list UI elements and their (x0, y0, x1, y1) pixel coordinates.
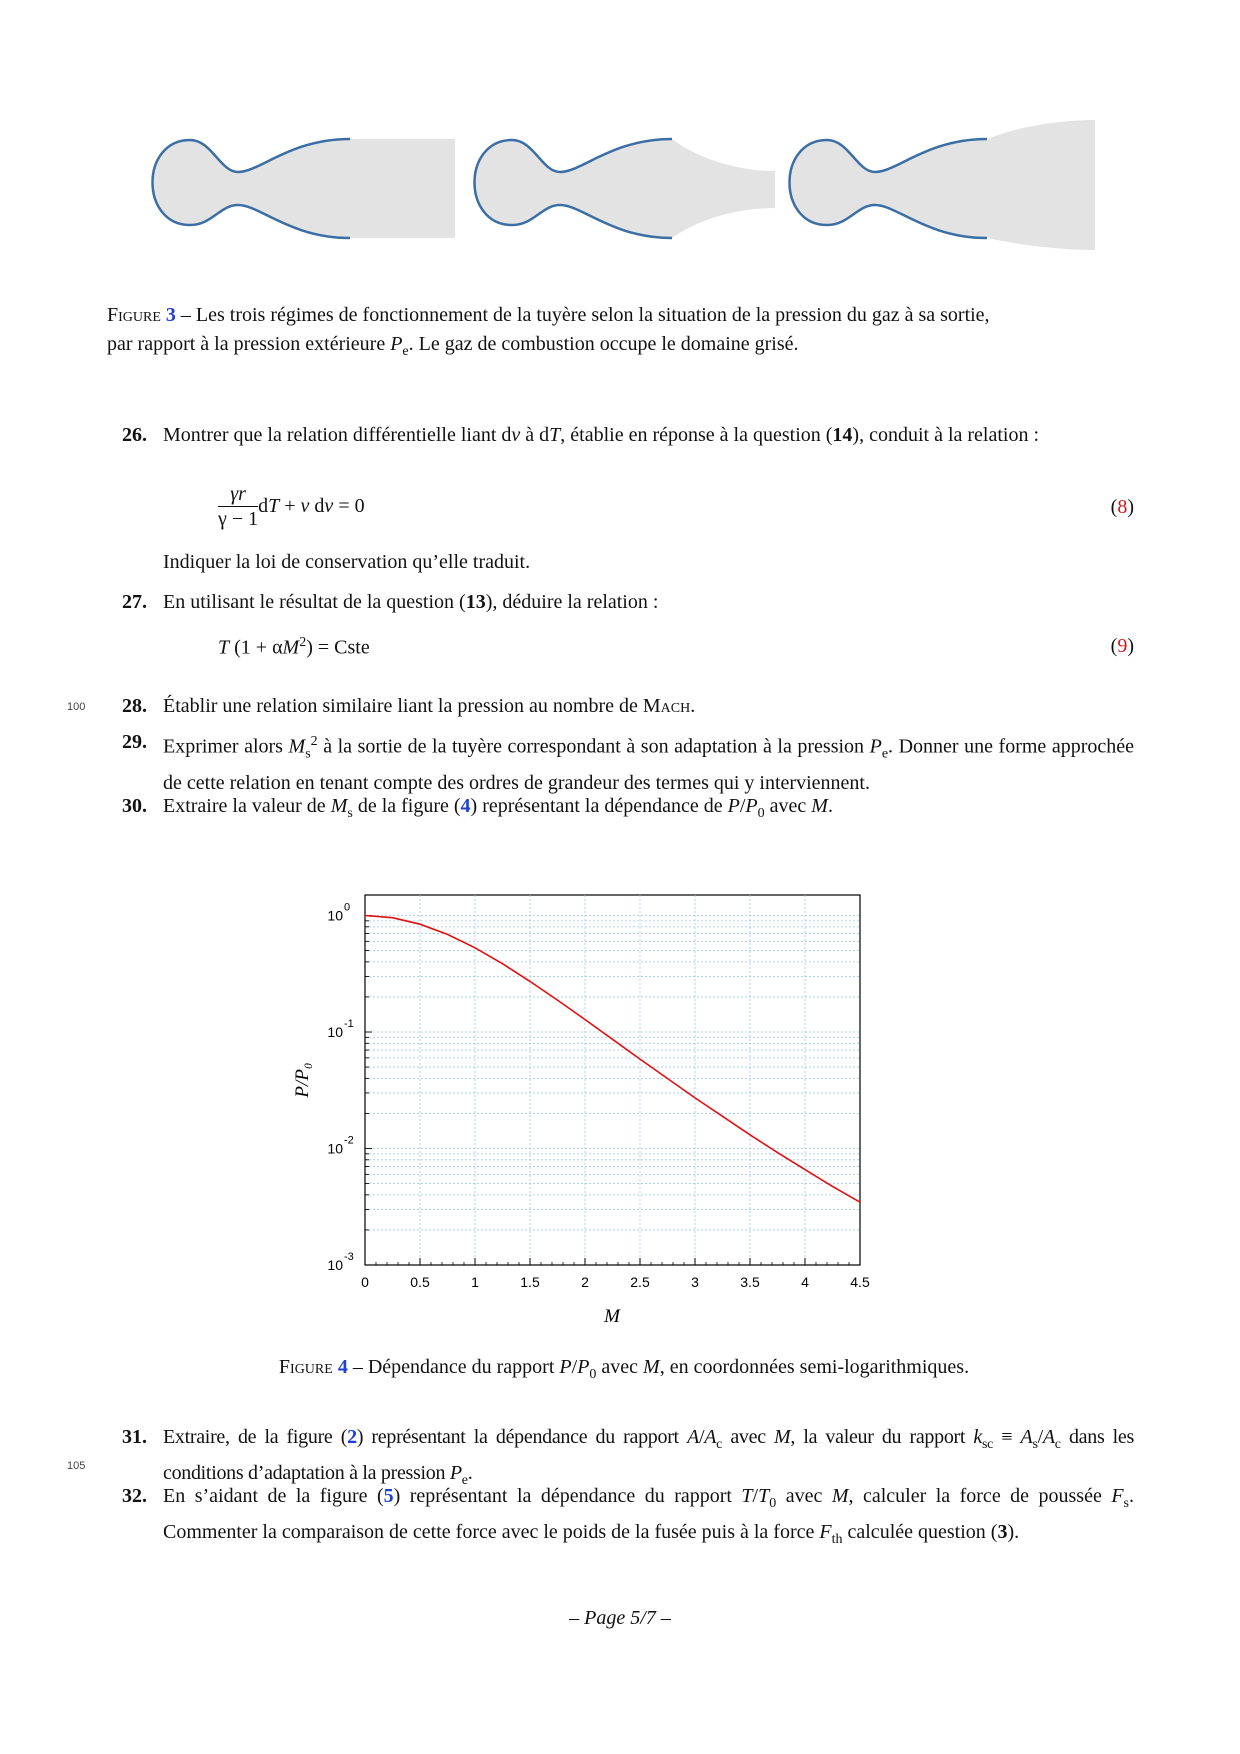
question-32-ref-2: 3 (997, 1521, 1008, 1543)
question-30: 30. Extraire la valeur de $M_s$ de la figure (4) représentant la dépendance de $P/P_0$ avec M. (122, 792, 1134, 828)
question-32-number: 32. (122, 1485, 147, 1507)
chart-series (365, 916, 860, 1203)
y-tick-label-base: 10 (327, 1257, 343, 1273)
y-tick-label-exp: 0 (344, 901, 351, 914)
chart-axes (327, 902, 870, 1290)
figure3-caption-text-3: . Le gaz de combustion occupe le domaine grisé. (408, 333, 799, 355)
figure4-caption-text-1: – Dépendance du rapport (347, 1356, 560, 1378)
question-32-text-2: ) représentant la dépendance du rapport (393, 1485, 742, 1507)
question-28-number: 28. (122, 695, 147, 717)
question-31: 31. Extraire, de la figure (2) représentant la dépendance du rapport $A/A_c$ avec M, la valeur du rapport $k_{sc} \equiv A_s/A_c$ dans les conditions d’adaptation à la pression $P_e$. (122, 1423, 1134, 1495)
nozzle-panels (0, 100, 1240, 260)
y-tick-label-exp: -3 (344, 1251, 354, 1263)
question-31-text-6: . (467, 1462, 473, 1484)
question-32-text-7: ). (1007, 1521, 1020, 1543)
question-32-text-1: En s’aidant de la figure ( (163, 1485, 384, 1507)
line-number-100: 100 (67, 701, 86, 713)
equation-8: $\frac{\gamma r}{\gamma - 1}$ dT + v dv = 0 (218, 483, 365, 530)
question-32-text-6: calculée question ( (842, 1521, 998, 1543)
figure3-caption-text-2: par rapport à la pression extérieure (107, 333, 391, 355)
x-tick-label: 2.5 (630, 1274, 650, 1290)
question-31-text-2: ) représentant la dépendance du rapport (356, 1426, 688, 1448)
question-26-text-1: Montrer que la relation différentielle liant d (163, 424, 512, 446)
y-tick-label (327, 902, 350, 924)
question-29-text-3: . Donner une forme approchée de cette relation en tenant compte des ordres de grandeur des termes qui y interviennent. (163, 735, 1135, 794)
question-26-after: Indiquer la loi de conservation qu’elle traduit. (163, 551, 531, 573)
page-footer: – Page 5/7 – (569, 1607, 671, 1629)
y-tick-label-base: 10 (327, 907, 343, 924)
equation-9-number: (9) (1110, 635, 1134, 657)
y-tick-label (327, 1018, 353, 1040)
question-27-ref: 13 (465, 591, 486, 613)
question-28-mach: Mach (642, 695, 691, 717)
x-tick-label: 1.5 (520, 1274, 540, 1290)
series-line-0 (365, 916, 860, 1203)
question-28-text-2: . (690, 695, 696, 717)
y-tick-label-exp: -2 (344, 1134, 354, 1147)
x-tick-label: 4 (801, 1274, 809, 1290)
question-30-text-4: avec (764, 795, 812, 817)
line-number-105: 105 (67, 1460, 86, 1472)
question-31-text-4: , la valeur du rapport (790, 1426, 974, 1448)
figure3-caption-text-1: – Les trois régimes de fonctionnement de la tuyère selon la situation de la pression du gaz à sa sortie, (175, 304, 990, 326)
question-26-text-4: ), conduit à la relation : (852, 424, 1040, 446)
question-30-number: 30. (122, 795, 147, 817)
question-30-ref[interactable]: 4 (460, 795, 471, 817)
question-32-text-4: , calculer la force de poussée (848, 1485, 1112, 1507)
question-32-text-5: . Commenter la comparaison de cette force avec le poids de la fusée puis à la force (163, 1485, 1134, 1543)
question-26-ref: 14 (832, 424, 853, 446)
question-31-text-3: avec (722, 1426, 775, 1448)
figure3-caption: Figure 3 – Les trois régimes de fonctionnement de la tuyère selon la situation de la pression du gaz à sa sortie, par rapport à la pression extérieure $P_e$. Le gaz de combustion occupe le domaine grisé. (107, 304, 990, 359)
chart-xlabel: M (604, 1306, 620, 1327)
y-tick-label-base: 10 (327, 1024, 343, 1041)
chart-grid (365, 895, 860, 1265)
question-31-text-5: dans les conditions d’adaptation à la pression (163, 1426, 1134, 1484)
question-27-number: 27. (122, 591, 147, 613)
question-30-text-2: de la figure ( (352, 795, 461, 817)
pressure-ratio-chart (280, 880, 900, 1340)
question-26-text-2: à d (520, 424, 550, 446)
x-tick-label: 2 (581, 1274, 589, 1290)
x-tick-label: 3 (691, 1274, 699, 1290)
question-27 (122, 588, 1134, 616)
figure4-caption: Figure 4 – Dépendance du rapport $P/P_0$ avec M, en coordonnées semi-logarithmiques. (278, 1356, 970, 1382)
x-tick-label: 3.5 (740, 1274, 760, 1290)
question-32-text-3: avec (776, 1485, 832, 1507)
question-32-ref[interactable]: 5 (383, 1485, 394, 1507)
y-tick-label-base: 10 (327, 1140, 343, 1157)
chart-ylabel: P/P₀ (292, 1062, 313, 1098)
question-30-text-3: ) représentant la dépendance de (470, 795, 728, 817)
x-tick-label: 4.5 (850, 1274, 870, 1290)
question-28 (122, 692, 1134, 720)
question-32: 32. En s’aidant de la figure (5) représentant la dépendance du rapport $T/T_0$ avec M, calculer la force de poussée $F_s$. Commenter la comparaison de cette force avec le poids de la fusée puis à la force $F_{th}$ calculée question (3). (122, 1482, 1134, 1554)
y-tick-label (327, 1135, 353, 1157)
question-30-text-1: Extraire la valeur de (163, 795, 331, 817)
y-tick-label (327, 1251, 353, 1273)
question-29-text-2: à la sortie de la tuyère correspondant à son adaptation à la pression (317, 735, 870, 758)
figure4-caption-text-3: , en coordonnées semi-logarithmiques. (659, 1356, 970, 1378)
question-28-text-1: Établir une relation similaire liant la pression au nombre de (163, 695, 643, 717)
figure4-caption-label: Figure (278, 1356, 333, 1378)
figure4-caption-text-2: avec (596, 1356, 644, 1378)
figure3-caption-label: Figure (107, 304, 161, 326)
figure3-caption-number[interactable]: 3 (165, 304, 176, 326)
question-30-text-5: . (827, 795, 833, 817)
question-31-number: 31. (122, 1426, 147, 1448)
question-29-text-1: Exprimer alors (163, 735, 289, 758)
x-tick-label: 0 (361, 1274, 369, 1290)
x-tick-label: 0.5 (410, 1274, 430, 1290)
question-31-ref[interactable]: 2 (347, 1426, 357, 1448)
equation-8-number: (8) (1110, 496, 1134, 518)
question-29: 29. Exprimer alors $M_s^2$ à la sortie de la tuyère correspondant à son adaptation à la pression $P_e$. Donner une forme approchée de cette relation en tenant compte des ordres de grandeur des termes qui y interviennent. (122, 728, 1134, 797)
question-29-number: 29. (122, 731, 147, 753)
question-26-number: 26. (122, 424, 147, 446)
x-tick-label: 1 (471, 1274, 479, 1290)
y-tick-label-exp: -1 (344, 1018, 354, 1031)
question-31-text-1: Extraire, de la figure ( (163, 1426, 348, 1448)
question-26-text-3: , établie en réponse à la question ( (560, 424, 833, 446)
equation-9: T $(1 + \alpha M^2)$ = Cste (218, 635, 370, 659)
question-27-text-2: ), déduire la relation : (485, 591, 659, 613)
nozzle-a (153, 139, 456, 238)
figure4-caption-number[interactable]: 4 (337, 1356, 348, 1378)
question-26: 26. Montrer que la relation différentielle liant dv à dT, établie en réponse à la question (14), conduit à la relation : (122, 421, 1134, 449)
question-27-text-1: En utilisant le résultat de la question ( (163, 591, 466, 613)
